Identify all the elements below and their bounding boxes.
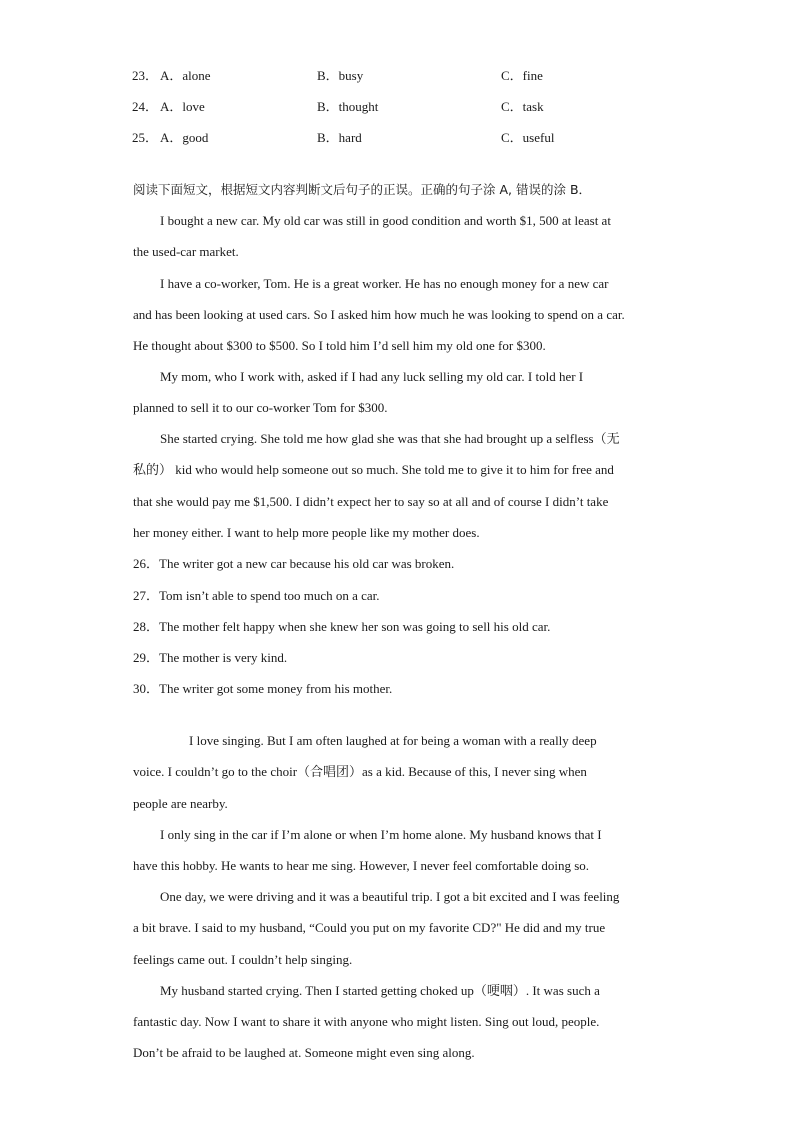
option-c: C．useful	[501, 130, 555, 145]
option-row-24	[132, 97, 732, 117]
passage2-line: Don’t be afraid to be laughed at. Someone might even sing along.	[133, 1045, 475, 1060]
option-row-23	[132, 66, 732, 86]
passage2-line: have this hobby. He wants to hear me sing. However, I never feel comfortable doing so.	[133, 858, 590, 873]
option-b: B．thought	[317, 99, 379, 114]
passage1-line: planned to sell it to our co-worker Tom for $300.	[133, 400, 388, 415]
question-number: 25．	[132, 130, 159, 145]
passage1-line: I bought a new car. My old car was still in good condition and worth $1, 500 at least at	[160, 213, 611, 228]
true-false-question-28: 28．The mother felt happy when she knew her son was going to sell his old car.	[133, 619, 551, 634]
passage2-line: voice. I couldn’t go to the choir（合唱团）as a kid. Because of this, I never sing when	[133, 764, 587, 779]
passage1-line: 私的） kid who would help someone out so much. She told me to give it to him for free and	[133, 462, 614, 477]
passage2-line: I only sing in the car if I’m alone or when I’m home alone. My husband knows that I	[160, 827, 602, 842]
section-instruction: 阅读下面短文，根据短文内容判断文后句子的正误。正确的句子涂 A, 错误的涂 B．	[133, 182, 592, 197]
option-a: A．alone	[160, 68, 211, 83]
passage2-line: One day, we were driving and it was a beautiful trip. I got a bit excited and I was feeling	[160, 889, 620, 904]
option-c: C．fine	[501, 68, 543, 83]
true-false-question-26: 26．The writer got a new car because his old car was broken.	[133, 556, 455, 571]
option-row-25	[132, 128, 732, 148]
passage2-line: people are nearby.	[133, 796, 228, 811]
passage2-line: I love singing. But I am often laughed at for being a woman with a really deep	[189, 733, 597, 748]
passage1-line: and has been looking at used cars. So I asked him how much he was looking to spend on a car.	[133, 307, 625, 322]
true-false-question-30: 30．The writer got some money from his mother.	[133, 681, 393, 696]
true-false-question-27: 27．Tom isn’t able to spend too much on a car.	[133, 588, 380, 603]
passage2-line: fantastic day. Now I want to share it with anyone who might listen. Sing out loud, people.	[133, 1014, 600, 1029]
passage2-line: feelings came out. I couldn’t help singing.	[133, 952, 353, 967]
question-number: 24．	[132, 99, 159, 114]
passage2-line: My husband started crying. Then I started getting choked up（哽咽）. It was such a	[160, 983, 600, 998]
passage1-line: the used-car market.	[133, 244, 239, 259]
passage1-line: her money either. I want to help more people like my mother does.	[133, 525, 480, 540]
option-b: B．hard	[317, 130, 362, 145]
passage1-line: that she would pay me $1,500. I didn’t expect her to say so at all and of course I didn’t take	[133, 494, 609, 509]
question-number: 23．	[132, 68, 159, 83]
option-a: A．love	[160, 99, 205, 114]
passage2-line: a bit brave. I said to my husband, “Could you put on my favorite CD?" He did and my true	[133, 920, 606, 935]
option-c: C．task	[501, 99, 544, 114]
passage1-line: I have a co-worker, Tom. He is a great worker. He has no enough money for a new car	[160, 276, 609, 291]
option-a: A．good	[160, 130, 209, 145]
option-b: B．busy	[317, 68, 364, 83]
true-false-question-29: 29．The mother is very kind.	[133, 650, 288, 665]
passage1-line: My mom, who I work with, asked if I had any luck selling my old car. I told her I	[160, 369, 584, 384]
passage1-line: He thought about $300 to $500. So I told him I’d sell him my old one for $300.	[133, 338, 546, 353]
passage1-line: She started crying. She told me how glad she was that she had brought up a selfless（无	[160, 431, 620, 446]
